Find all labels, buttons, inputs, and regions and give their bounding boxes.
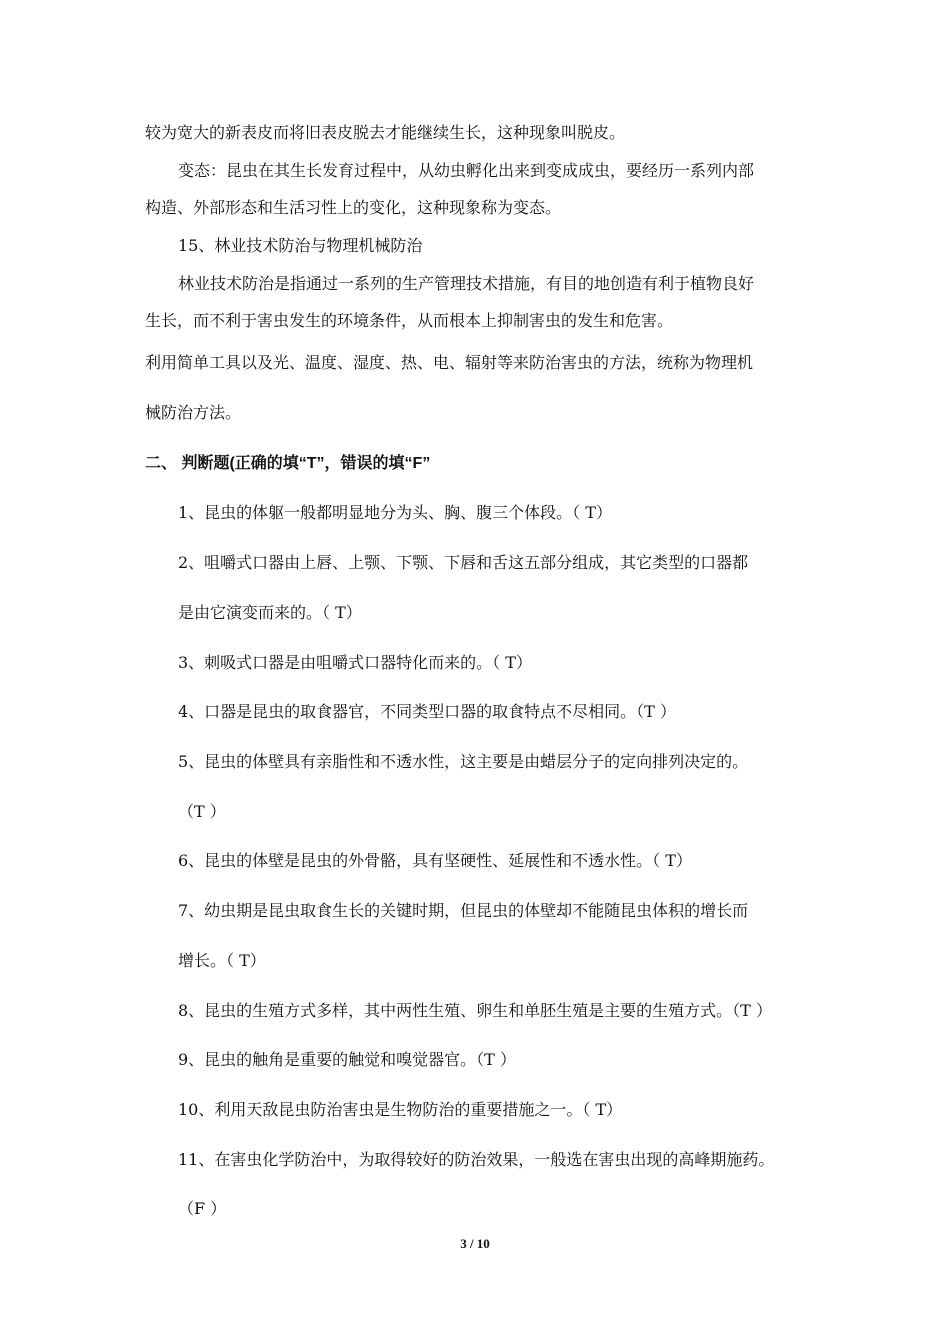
text-line-intro-8: 械防治方法。 <box>145 403 242 422</box>
text-line-intro-3: 构造、外部形态和生活习性上的变化，这种现象称为变态。 <box>145 198 562 217</box>
question-item-5: 5、昆虫的体壁具有亲脂性和不透水性，这主要是由蜡层分子的定向排列决定的。 <box>178 752 749 771</box>
question-item-2-cont: 是由它演变而来的。（ T） <box>178 603 362 622</box>
text-line-intro-1: 较为宽大的新表皮而将旧表皮脱去才能继续生长，这种现象叫脱皮。 <box>145 123 626 142</box>
question-item-4: 4、口器是昆虫的取食器官，不同类型口器的取食特点不尽相同。（T ） <box>178 702 676 721</box>
question-item-2: 2、咀嚼式口器由上唇、上颚、下颚、下唇和舌这五部分组成，其它类型的口器都 <box>178 553 749 572</box>
text-line-intro-2: 变态：昆虫在其生长发育过程中，从幼虫孵化出来到变成成虫，要经历一系列内部 <box>178 161 755 180</box>
text-line-intro-6: 生长，而不利于害虫发生的环境条件，从而根本上抑制害虫的发生和危害。 <box>145 311 674 330</box>
text-line-intro-4: 15、林业技术防治与物理机械防治 <box>178 236 423 255</box>
question-item-10: 10、利用天敌昆虫防治害虫是生物防治的重要措施之一。（ T） <box>178 1100 623 1119</box>
question-item-7: 7、幼虫期是昆虫取食生长的关键时期，但昆虫的体壁却不能随昆虫体积的增长而 <box>178 901 749 920</box>
section-heading: 二、 判断题(正确的填“T”，错误的填“F” <box>145 455 431 472</box>
question-item-7-cont: 增长。（ T） <box>178 951 266 970</box>
question-item-6: 6、昆虫的体壁是昆虫的外骨骼，具有坚硬性、延展性和不透水性。（ T） <box>178 851 692 870</box>
page-number: 3 / 10 <box>460 1236 490 1251</box>
text-line-intro-7: 利用简单工具以及光、温度、湿度、热、电、辐射等来防治害虫的方法，统称为物理机 <box>145 353 754 372</box>
question-item-9: 9、昆虫的触角是重要的触觉和嗅觉器官。（T ） <box>178 1050 516 1069</box>
question-item-11: 11、在害虫化学防治中，为取得较好的防治效果，一般选在害虫出现的高峰期施药。 <box>178 1150 775 1169</box>
question-item-5-cont: （T ） <box>178 802 226 821</box>
question-item-11-cont: （F ） <box>178 1199 227 1218</box>
question-item-3: 3、刺吸式口器是由咀嚼式口器特化而来的。（ T） <box>178 653 532 672</box>
text-line-intro-5: 林业技术防治是指通过一系列的生产管理技术措施，有目的地创造有利于植物良好 <box>178 274 755 293</box>
question-item-8: 8、昆虫的生殖方式多样，其中两性生殖、卵生和单胚生殖是主要的生殖方式。（T ） <box>178 1001 772 1020</box>
question-item-1: 1、昆虫的体躯一般都明显地分为头、胸、腹三个体段。（ T） <box>178 503 612 522</box>
